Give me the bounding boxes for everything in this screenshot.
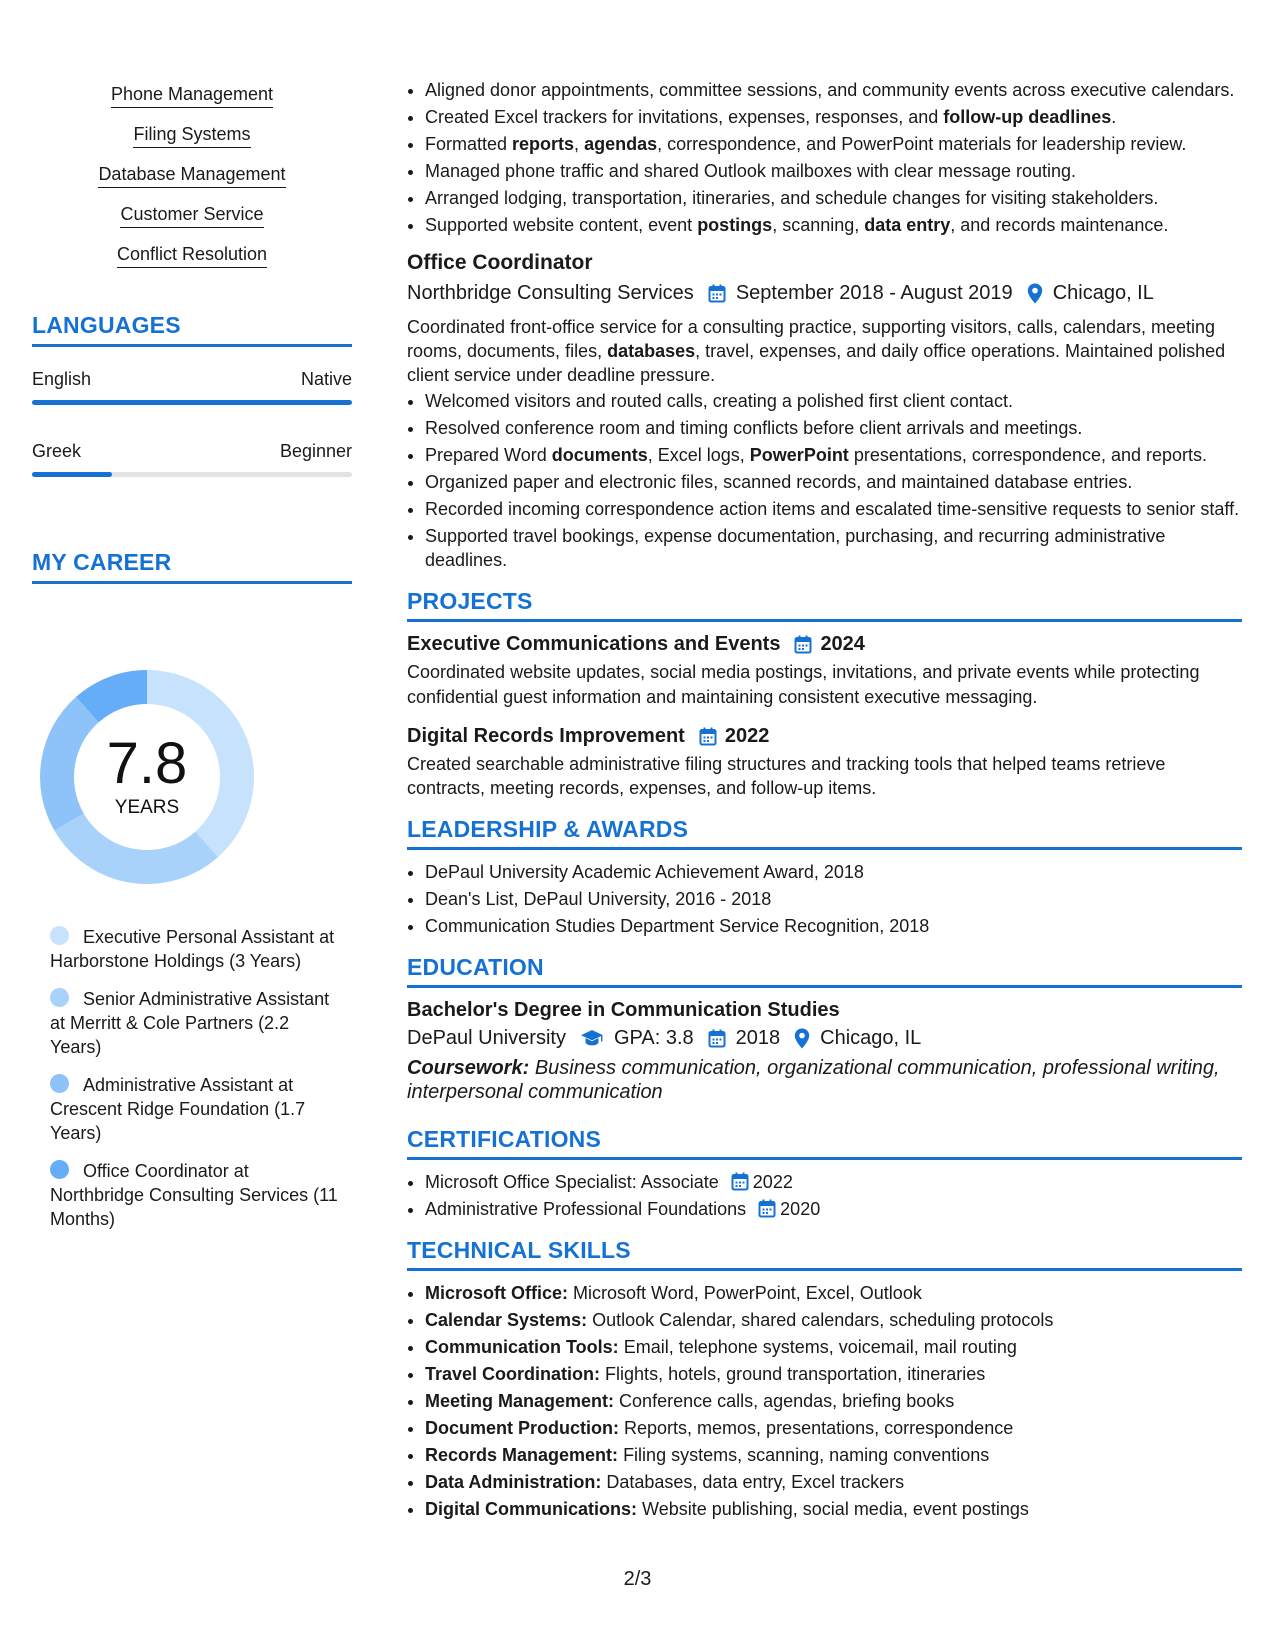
skill-item: Conflict Resolution [32, 244, 352, 268]
education-heading: EDUCATION [407, 954, 1242, 988]
skill-item: Phone Management [32, 84, 352, 108]
career-heading: MY CAREER [32, 549, 352, 584]
language-level: Beginner [279, 441, 352, 461]
tech-skill-label: Meeting Management: [425, 1391, 615, 1411]
certification-year: 2020 [780, 1199, 821, 1219]
career-legend-item: Administrative Assistant at Crescent Ridge Foundation (1.7 Years) [50, 1075, 306, 1143]
career-total-unit: YEARS [114, 797, 180, 818]
coursework-label: Coursework: [407, 1057, 530, 1079]
tech-skill-item [425, 1389, 1242, 1413]
job-bullets [407, 389, 1242, 572]
project-entry [407, 630, 1242, 710]
project-description: Created searchable administrative filing structures and tracking tools that helped teams retrieve contracts, meeting records, expenses, and follow-up items. [407, 754, 1166, 798]
award-item: • Communication Studies Department Service Recognition, 2018 [425, 914, 1242, 938]
tech-skill-label: Records Management: [425, 1445, 619, 1465]
previous-job-bullets [407, 78, 1242, 237]
legend-dot [50, 988, 69, 1007]
tech-skill-item [425, 1308, 1242, 1332]
award-item: • DePaul University Academic Achievement Award, 2018 [425, 860, 1242, 884]
school-name: DePaul University [407, 1027, 566, 1049]
calendar-icon [794, 635, 812, 654]
coursework [407, 1056, 1242, 1104]
job-dates: September 2018 - August 2019 [735, 282, 1013, 304]
bullet-item: • Formatted reports, agendas, correspondence, and PowerPoint materials for leadership review. [425, 132, 1242, 156]
bullet-item: • Organized paper and electronic files, scanned records, and maintained database entries. [425, 470, 1242, 494]
job-location: Chicago, IL [1052, 282, 1154, 304]
coursework-text: Business communication, organizational communication, professional writing, interpersonal communication [407, 1057, 1220, 1103]
bullet-item: • Supported travel bookings, expense documentation, purchasing, and recurring administrative deadlines. [425, 524, 1242, 572]
certification-name: Microsoft Office Specialist: Associate [425, 1172, 719, 1192]
tech-skill-value: Reports, memos, presentations, correspondence [624, 1418, 1014, 1438]
education-meta [407, 1024, 1242, 1052]
language-level: Native [300, 369, 352, 389]
legend-dot [50, 1160, 69, 1179]
job-company: Northbridge Consulting Services [407, 282, 694, 304]
language-greek [32, 441, 352, 477]
bullet-item: • Recorded incoming correspondence action items and escalated time-sensitive requests to senior staff. [425, 497, 1242, 521]
skill-item: Customer Service [32, 204, 352, 228]
certification-item [425, 1197, 1242, 1221]
tech-skill-item [425, 1335, 1242, 1359]
legend-dot [50, 926, 69, 945]
certifications-heading: CERTIFICATIONS [407, 1126, 1242, 1160]
tech-skill-label: Digital Communications: [425, 1499, 638, 1519]
tech-skill-label: Data Administration: [425, 1472, 602, 1492]
school-location: Chicago, IL [820, 1027, 922, 1049]
project-entry [407, 722, 1242, 800]
tech-skill-item [425, 1443, 1242, 1467]
tech-skill-value: Databases, data entry, Excel trackers [606, 1472, 905, 1492]
project-year: 2022 [724, 725, 770, 747]
tech-skill-value: Filing systems, scanning, naming conventions [623, 1445, 990, 1465]
tech-skill-value: Website publishing, social media, event postings [642, 1499, 1029, 1519]
languages-heading: LANGUAGES [32, 312, 352, 347]
calendar-icon [699, 727, 717, 746]
bullet-item: • Welcomed visitors and routed calls, creating a polished first client contact. [425, 389, 1242, 413]
tech-skill-value: Email, telephone systems, voicemail, mail routing [623, 1337, 1017, 1357]
career-legend-item: Office Coordinator at Northbridge Consulting Services (11 Months) [50, 1161, 338, 1229]
tech-skill-value: Conference calls, agendas, briefing books [619, 1391, 955, 1411]
bullet-item: • Managed phone traffic and shared Outlook mailboxes with clear message routing. [425, 159, 1242, 183]
page-number: 2/3 [623, 1568, 652, 1590]
language-proficiency-fill [32, 472, 112, 477]
tech-skill-label: Calendar Systems: [425, 1310, 588, 1330]
job-meta [407, 279, 1242, 307]
awards-list [407, 860, 1242, 938]
career-legend-item: Executive Personal Assistant at Harborstone Holdings (3 Years) [50, 927, 335, 971]
bullet-item: • Arranged lodging, transportation, itineraries, and schedule changes for visiting stakeholders. [425, 186, 1242, 210]
degree-title: Bachelor's Degree in Communication Studies [407, 999, 840, 1021]
career-donut-chart [32, 662, 262, 892]
job-title: Office Coordinator [407, 251, 593, 274]
award-item: • Dean's List, DePaul University, 2016 - 2018 [425, 887, 1242, 911]
education-entry [407, 996, 1242, 1104]
career-legend [50, 925, 340, 1245]
project-title: Executive Communications and Events [407, 633, 781, 655]
tech-skill-label: Document Production: [425, 1418, 619, 1438]
project-year: 2024 [820, 633, 865, 655]
certification-name: Administrative Professional Foundations [425, 1199, 747, 1219]
legend-dot [50, 1074, 69, 1093]
career-legend-item: Senior Administrative Assistant at Merritt & Cole Partners (2.2 Years) [50, 989, 330, 1057]
tech-skill-value: Flights, hotels, ground transportation, itineraries [605, 1364, 986, 1384]
language-proficiency-bar [32, 472, 352, 477]
graduation-cap-icon [580, 1029, 604, 1047]
tech-skill-item [425, 1281, 1242, 1305]
tech-skill-value: Outlook Calendar, shared calendars, scheduling protocols [592, 1310, 1054, 1330]
project-description: Coordinated website updates, social media postings, invitations, and private events while protecting confidential guest information and maintaining consistent executive messaging. [407, 662, 1200, 707]
certification-year: 2022 [752, 1172, 793, 1192]
job-summary: Coordinated front-office service for a consulting practice, supporting visitors, calls, calendars, meeting rooms, documents, files, databases, travel, expenses, and daily office operations. Maintained polished client service under deadline pressure. [407, 317, 1226, 385]
tech-skill-item [425, 1362, 1242, 1386]
technical-skills-list [407, 1281, 1242, 1521]
bullet-item: • Created Excel trackers for invitations, expenses, responses, and follow-up deadlines. [425, 105, 1242, 129]
certifications-list [407, 1170, 1242, 1221]
language-name: Greek [32, 441, 82, 461]
calendar-icon [708, 1029, 726, 1048]
tech-skill-label: Travel Coordination: [425, 1364, 601, 1384]
language-proficiency-bar [32, 400, 352, 405]
language-english [32, 369, 352, 405]
tech-skill-label: Communication Tools: [425, 1337, 619, 1357]
main-content [407, 78, 1242, 1524]
project-title: Digital Records Improvement [407, 725, 685, 747]
skill-item: Filing Systems [32, 124, 352, 148]
graduation-year: 2018 [735, 1027, 781, 1049]
projects-heading: PROJECTS [407, 588, 1242, 622]
technical-skills-heading: TECHNICAL SKILLS [407, 1237, 1242, 1271]
tech-skill-item [425, 1470, 1242, 1494]
bullet-item: • Resolved conference room and timing conflicts before client arrivals and meetings. [425, 416, 1242, 440]
map-pin-icon [794, 1028, 810, 1049]
sidebar [32, 84, 352, 584]
map-pin-icon [1027, 283, 1043, 304]
job-entry [407, 249, 1242, 572]
language-name: English [32, 369, 92, 389]
career-total-years: 7.8 [106, 731, 188, 796]
bullet-item: • Aligned donor appointments, committee sessions, and community events across executive calendars. [425, 78, 1242, 102]
calendar-icon [758, 1199, 776, 1218]
tech-skill-value: Microsoft Word, PowerPoint, Excel, Outlook [573, 1283, 922, 1303]
calendar-icon [708, 284, 726, 303]
language-proficiency-fill [32, 400, 352, 405]
skill-item: Database Management [32, 164, 352, 188]
calendar-icon [731, 1172, 749, 1191]
tech-skill-item [425, 1497, 1242, 1521]
skills-list [32, 84, 352, 268]
gpa: GPA: 3.8 [613, 1027, 694, 1049]
tech-skill-item [425, 1416, 1242, 1440]
tech-skill-label: Microsoft Office: [425, 1283, 569, 1303]
bullet-item: • Supported website content, event postings, scanning, data entry, and records maintenance. [425, 213, 1242, 237]
certification-item [425, 1170, 1242, 1194]
bullet-item: • Prepared Word documents, Excel logs, PowerPoint presentations, correspondence, and reports. [425, 443, 1242, 467]
awards-heading: LEADERSHIP & AWARDS [407, 816, 1242, 850]
